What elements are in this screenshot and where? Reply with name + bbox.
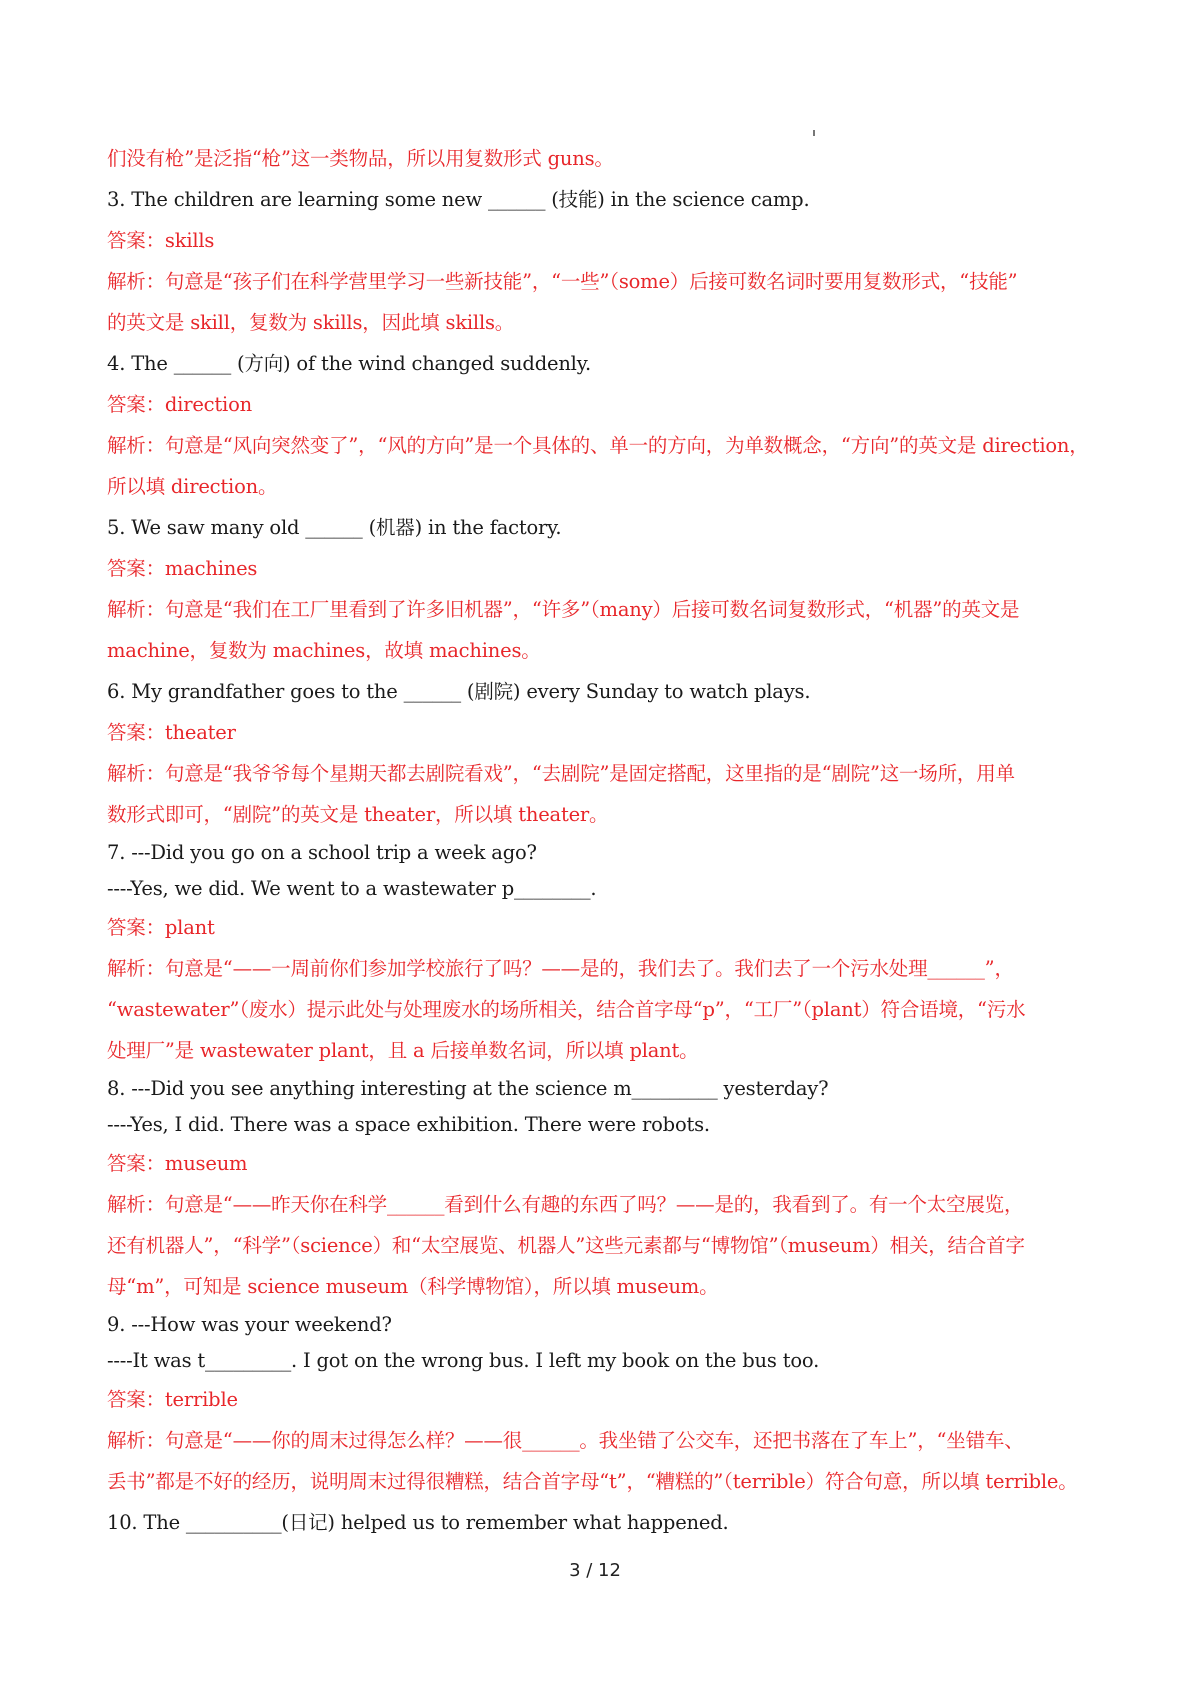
stray-mark <box>813 130 815 136</box>
question-line: 8. ---Did you see anything interesting at the science m_________ yesterday? <box>107 1077 829 1100</box>
answer-analysis-line: “wastewater”（废水）提示此处与处理废水的场所相关，结合首字母“p”，“工厂”（plant）符合语境，“污水 <box>107 998 1026 1021</box>
answer-analysis-line: 解析：句意是“——一周前你们参加学校旅行了吗？——是的，我们去了。我们去了一个污水处理______”， <box>107 957 1014 980</box>
question-line: 9. ---How was your weekend? <box>107 1313 392 1336</box>
answer-analysis-line: 解析：句意是“风向突然变了”，“风的方向”是一个具体的、单一的方向，为单数概念，“方向”的英文是 direction， <box>107 434 1089 457</box>
question-line: ----Yes, we did. We went to a wastewater p________. <box>107 877 597 900</box>
question-line: ----It was t_________. I got on the wrong bus. I left my book on the bus too. <box>107 1349 820 1372</box>
question-line: 5. We saw many old ______ (机器) in the factory. <box>107 516 562 539</box>
answer-analysis-line: 们没有枪”是泛指“枪”这一类物品，所以用复数形式 guns。 <box>107 147 614 170</box>
answer-analysis-line: 解析：句意是“我爷爷每个星期天都去剧院看戏”，“去剧院”是固定搭配，这里指的是“剧院”这一场所，用单 <box>107 762 1015 785</box>
question-line: 6. My grandfather goes to the ______ (剧院) every Sunday to watch plays. <box>107 680 811 703</box>
answer-analysis-line: 的英文是 skill，复数为 skills，因此填 skills。 <box>107 311 515 334</box>
answer-analysis-line: 答案：plant <box>107 916 215 939</box>
answer-analysis-line: 还有机器人”，“科学”（science）和“太空展览、机器人”这些元素都与“博物馆”（museum）相关，结合首字 <box>107 1234 1025 1257</box>
answer-analysis-line: 答案：terrible <box>107 1388 238 1411</box>
page-number: 3 / 12 <box>569 1560 621 1581</box>
answer-analysis-line: 答案：direction <box>107 393 252 416</box>
answer-analysis-line: 答案：museum <box>107 1152 248 1175</box>
question-line: ----Yes, I did. There was a space exhibition. There were robots. <box>107 1113 710 1136</box>
question-line: 3. The children are learning some new ______ (技能) in the science camp. <box>107 188 810 211</box>
answer-analysis-line: 母“m”，可知是 science museum（科学博物馆），所以填 museum。 <box>107 1275 719 1298</box>
answer-analysis-line: machine，复数为 machines，故填 machines。 <box>107 639 541 662</box>
answer-analysis-line: 数形式即可，“剧院”的英文是 theater，所以填 theater。 <box>107 803 609 826</box>
question-line: 10. The __________(日记) helped us to remember what happened. <box>107 1511 729 1534</box>
answer-analysis-line: 解析：句意是“——昨天你在科学______看到什么有趣的东西了吗？——是的，我看到了。有一个太空展览， <box>107 1193 1024 1216</box>
question-line: 7. ---Did you go on a school trip a week ago? <box>107 841 537 864</box>
answer-analysis-line: 答案：theater <box>107 721 236 744</box>
answer-analysis-line: 解析：句意是“孩子们在科学营里学习一些新技能”，“一些”（some）后接可数名词时要用复数形式，“技能” <box>107 270 1018 293</box>
document-body <box>107 138 1092 1543</box>
answer-analysis-line: 答案：skills <box>107 229 215 252</box>
answer-analysis-line: 处理厂”是 wastewater plant，且 a 后接单数名词，所以填 plant。 <box>107 1039 699 1062</box>
answer-analysis-line: 丢书”都是不好的经历，说明周末过得很糟糕，结合首字母“t”，“糟糕的”（terrible）符合句意，所以填 terrible。 <box>107 1470 1078 1493</box>
question-line: 4. The ______ (方向) of the wind changed suddenly. <box>107 352 591 375</box>
answer-analysis-line: 解析：句意是“我们在工厂里看到了许多旧机器”，“许多”（many）后接可数名词复数形式，“机器”的英文是 <box>107 598 1020 621</box>
answer-analysis-line: 所以填 direction。 <box>107 475 278 498</box>
answer-analysis-line: 答案：machines <box>107 557 258 580</box>
answer-analysis-line: 解析：句意是“——你的周末过得怎么样？——很______。我坐错了公交车，还把书落在了车上”，“坐错车、 <box>107 1429 1024 1452</box>
